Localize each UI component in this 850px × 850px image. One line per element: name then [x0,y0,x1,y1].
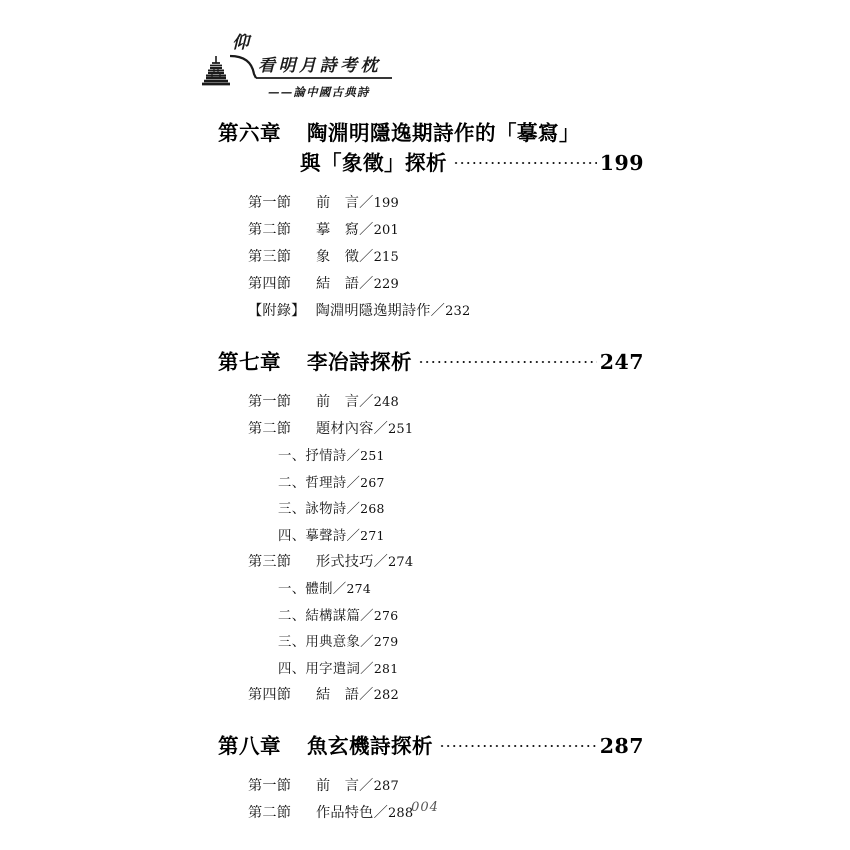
section-title: 前 言 [316,195,360,211]
pagoda-icon [202,56,230,84]
page-separator: ／ [360,661,374,677]
spacer [0,178,850,190]
subitem-title: 抒情詩 [305,449,347,464]
toc-subitem[interactable] [0,523,850,550]
page-separator: ／ [346,502,361,517]
page-separator: ／ [332,582,347,597]
toc-chapter-heading[interactable] [0,347,850,377]
toc-section-item[interactable] [0,773,850,800]
toc-subitem[interactable] [0,470,850,497]
book-logo [196,26,436,106]
page-separator: ／ [373,421,388,437]
subitem-page-number: 271 [360,527,385,543]
section-label: 第二節 [248,421,292,437]
logo-artwork [196,26,436,106]
toc-section-item[interactable] [0,389,850,416]
toc-section-item[interactable] [0,244,850,271]
subitem-title: 用典意象 [305,635,361,650]
subitem-page-number: 279 [373,634,399,649]
subitem-title: 哲理詩 [305,475,347,491]
toc-subitem[interactable] [0,443,850,470]
page-separator: ／ [359,687,374,703]
subitem-label: 一、 [278,449,306,464]
toc-section-item[interactable] [0,217,850,244]
section-title: 前 言 [316,394,360,410]
section-label: 第四節 [248,687,292,703]
section-label: 第四節 [248,276,292,292]
page-separator: ／ [430,303,446,319]
chapter-title: 李冶詩探析 [307,350,412,374]
section-title: 題材內容 [316,421,374,437]
subitem-label: 一、 [278,582,306,597]
section-title: 結 語 [316,687,360,703]
chapter-page-number: 287 [599,734,644,758]
toc-section-item[interactable] [0,271,850,298]
subitem-label: 二、 [278,608,306,624]
chapter-title: 陶淵明隱逸期詩作的「摹寫」 [307,121,580,145]
subitem-label: 三、 [278,635,306,650]
subitem-page-number: 268 [360,501,385,516]
chapter-row [218,731,644,761]
subitem-page-number: 276 [373,607,399,623]
subitem-title: 體制 [305,582,333,597]
page-separator: ／ [360,635,374,650]
brush-arc [230,56,256,78]
toc-list [0,118,850,827]
chapter-row [218,148,644,178]
toc-section-item[interactable] [0,682,850,709]
toc-subitem[interactable] [0,603,850,630]
subitem-page-number: 251 [360,448,385,463]
page-separator: ／ [346,528,361,544]
section-page-number: 251 [387,422,414,437]
chapter-number: 第八章 [218,734,281,758]
page-separator: ／ [373,805,388,821]
toc-subitem[interactable] [0,656,850,683]
spacer [0,377,850,389]
section-page-number: 201 [373,223,399,238]
section-label: 第一節 [248,778,292,794]
section-page-number: 288 [387,806,414,821]
section-page-number: 287 [373,779,399,794]
spacer [0,709,850,731]
section-title: 結 語 [316,276,360,292]
chapter-page-number: 199 [599,151,644,175]
chapter-row [218,347,644,377]
toc-section-item[interactable] [0,416,850,443]
toc-section-item[interactable] [0,190,850,217]
toc-chapter-heading[interactable] [0,118,850,148]
subitem-label: 三、 [278,502,306,517]
page-separator: ／ [346,449,361,464]
toc-subitem[interactable] [0,576,850,603]
chapter-title: 魚玄機詩探析 [307,734,433,758]
section-page-number: 229 [373,277,399,292]
page-number-footer: 004 [411,800,439,815]
toc-subitem[interactable] [0,629,850,656]
section-title: 形式技巧 [316,554,374,570]
chapter-title: 與「象徵」探析 [300,151,447,175]
section-page-number: 215 [373,250,399,265]
section-title: 作品特色 [316,805,374,821]
logo-subtitle: ——論中國古典詩 [268,85,370,99]
toc-subitem[interactable] [0,496,850,523]
dot-leader [418,349,597,370]
page-separator: ／ [359,778,374,794]
subitem-title: 詠物詩 [305,502,347,517]
page-separator: ／ [360,608,374,624]
toc-section-item[interactable] [0,549,850,576]
spacer [0,761,850,773]
logo-accent-char: 仰 [232,33,249,53]
subitem-page-number: 281 [373,660,399,676]
section-page-number: 248 [373,395,399,410]
subitem-page-number: 274 [346,581,372,596]
page-separator: ／ [346,475,361,491]
dot-leader [439,733,597,754]
section-label: 第一節 [248,394,292,410]
page-separator: ／ [373,554,388,570]
chapter-page-number: 247 [599,350,644,374]
subitem-label: 二、 [278,475,306,491]
section-label: 第二節 [248,805,292,821]
section-title: 陶淵明隱逸期詩作 [315,303,431,319]
page-separator: ／ [359,195,374,211]
section-label: 第三節 [248,249,292,265]
section-title: 前 言 [316,778,360,794]
subitem-label: 四、 [278,528,306,544]
subitem-title: 摹聲詩 [305,528,347,544]
chapter-number: 第七章 [218,350,281,374]
toc-chapter-block [0,118,850,325]
page-separator: ／ [359,276,374,292]
section-page-number: 199 [373,196,399,211]
dot-leader [453,150,597,171]
section-label: 第二節 [248,222,292,238]
section-title: 摹 寫 [316,222,360,238]
spacer [0,325,850,347]
page-separator: ／ [359,394,374,410]
section-label: 第一節 [248,195,292,211]
toc-chapter-heading[interactable] [0,731,850,761]
chapter-row [218,118,644,148]
toc-chapter-heading[interactable] [0,148,850,178]
section-label: 第三節 [248,554,292,570]
toc-section-item[interactable] [0,298,850,325]
subitem-label: 四、 [278,661,306,677]
section-page-number: 274 [387,555,414,570]
subitem-title: 結構謀篇 [305,608,361,624]
page-separator: ／ [359,222,374,238]
section-page-number: 282 [373,688,399,703]
toc-chapter-block [0,347,850,709]
subitem-page-number: 267 [360,474,385,490]
chapter-number: 第六章 [218,121,281,145]
subitem-title: 用字遣詞 [305,661,361,677]
section-label: 【附錄】 [248,303,306,319]
logo-main-text: 看明月詩考枕 [258,56,381,76]
section-title: 象 徵 [316,249,360,265]
page-separator: ／ [359,249,374,265]
section-page-number: 232 [445,304,471,319]
